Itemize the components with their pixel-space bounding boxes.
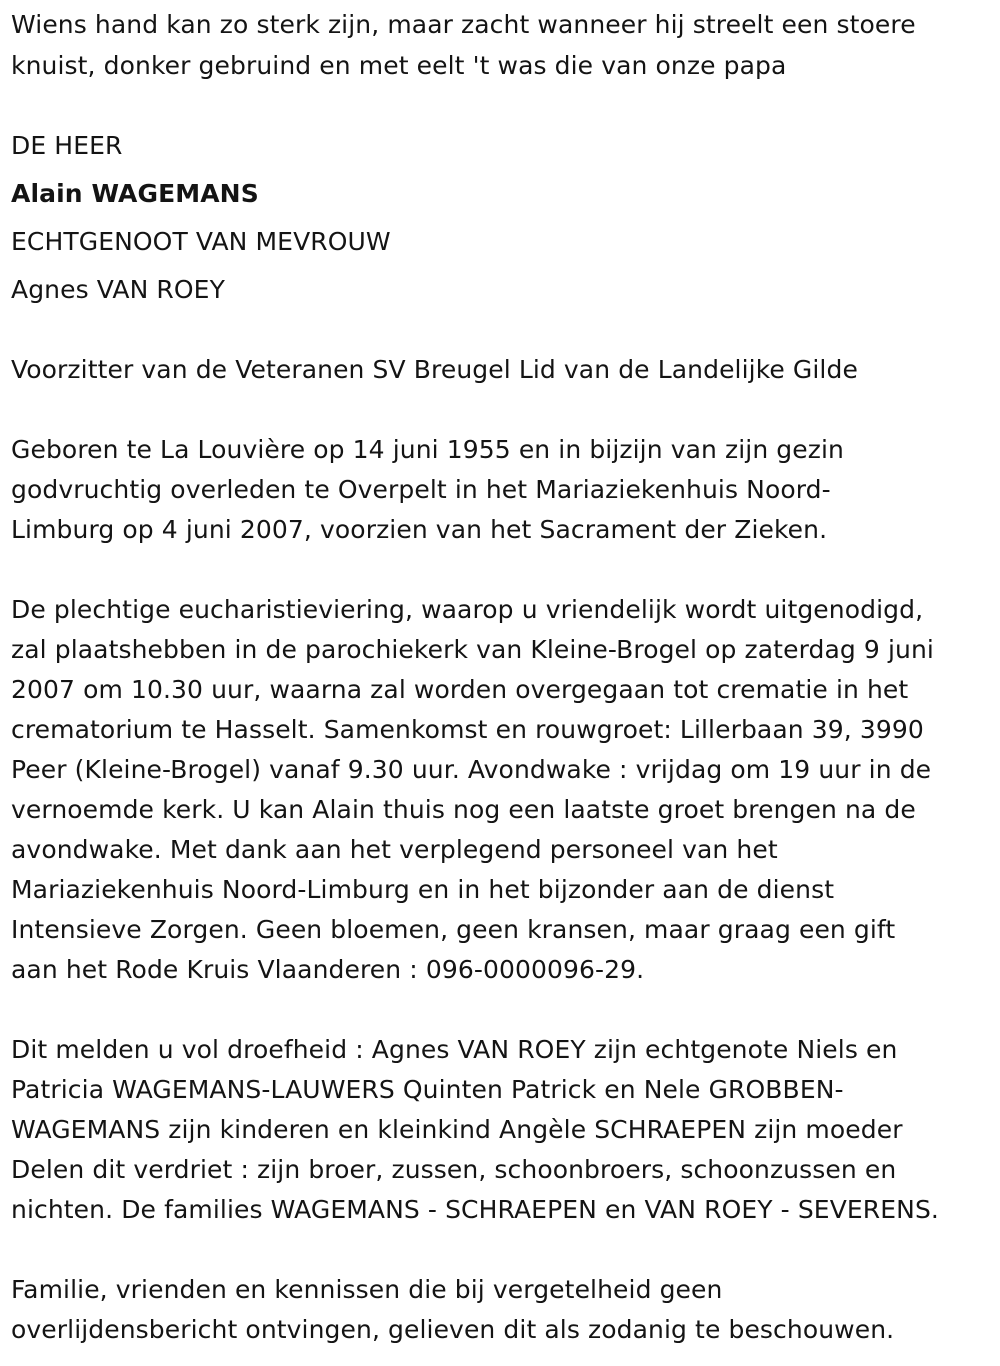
paragraph-line: WAGEMANS zijn kinderen en kleinkind Angèle SCHRAEPEN zijn moeder	[11, 1115, 903, 1144]
paragraph-line: crematorium te Hasselt. Samenkomst en rouwgroet: Lillerbaan 39, 3990	[11, 715, 924, 744]
honorific-title: DE HEER	[11, 131, 123, 160]
paragraph-line: Mariaziekenhuis Noord-Limburg en in het bijzonder aan de dienst	[11, 875, 835, 904]
paragraph-line: nichten. De families WAGEMANS - SCHRAEPEN en VAN ROEY - SEVERENS.	[11, 1195, 939, 1224]
paragraph-line: Peer (Kleine-Brogel) vanaf 9.30 uur. Avondwake : vrijdag om 19 uur in de	[11, 755, 932, 784]
paragraph-line: Familie, vrienden en kennissen die bij vergetelheid geen	[11, 1275, 723, 1304]
paragraph-line: 2007 om 10.30 uur, waarna zal worden overgegaan tot crematie in het	[11, 675, 909, 704]
paragraph-line: Delen dit verdriet : zijn broer, zussen, schoonbroers, schoonzussen en	[11, 1155, 897, 1184]
paragraph-line: avondwake. Met dank aan het verplegend personeel van het	[11, 835, 778, 864]
roles-paragraph: Voorzitter van de Veteranen SV Breugel Lid van de Landelijke Gilde	[11, 355, 858, 384]
paragraph-line: Intensieve Zorgen. Geen bloemen, geen kransen, maar graag een gift	[11, 915, 896, 944]
paragraph-line: godvruchtig overleden te Overpelt in het Mariaziekenhuis Noord-	[11, 475, 831, 504]
paragraph-line: aan het Rode Kruis Vlaanderen : 096-0000096-29.	[11, 955, 645, 984]
paragraph-line: Dit melden u vol droefheid : Agnes VAN ROEY zijn echtgenote Niels en	[11, 1035, 898, 1064]
spouse-label: ECHTGENOOT VAN MEVROUW	[11, 227, 391, 256]
verse-line: knuist, donker gebruind en met eelt 't was die van onze papa	[11, 51, 787, 80]
verse-line: Wiens hand kan zo sterk zijn, maar zacht wanneer hij streelt een stoere	[11, 10, 916, 39]
paragraph-line: Patricia WAGEMANS-LAUWERS Quinten Patrick en Nele GROBBEN-	[11, 1075, 844, 1104]
spouse-name: Agnes VAN ROEY	[11, 275, 225, 304]
paragraph-line: De plechtige eucharistieviering, waarop u vriendelijk wordt uitgenodigd,	[11, 595, 924, 624]
deceased-name: Alain WAGEMANS	[11, 179, 259, 208]
paragraph-line: zal plaatshebben in de parochiekerk van Kleine-Brogel op zaterdag 9 juni	[11, 635, 934, 664]
paragraph-line: overlijdensbericht ontvingen, gelieven dit als zodanig te beschouwen.	[11, 1315, 895, 1344]
paragraph-line: vernoemde kerk. U kan Alain thuis nog een laatste groet brengen na de	[11, 795, 916, 824]
paragraph-line: Limburg op 4 juni 2007, voorzien van het Sacrament der Zieken.	[11, 515, 828, 544]
paragraph-line: Geboren te La Louvière op 14 juni 1955 en in bijzijn van zijn gezin	[11, 435, 844, 464]
